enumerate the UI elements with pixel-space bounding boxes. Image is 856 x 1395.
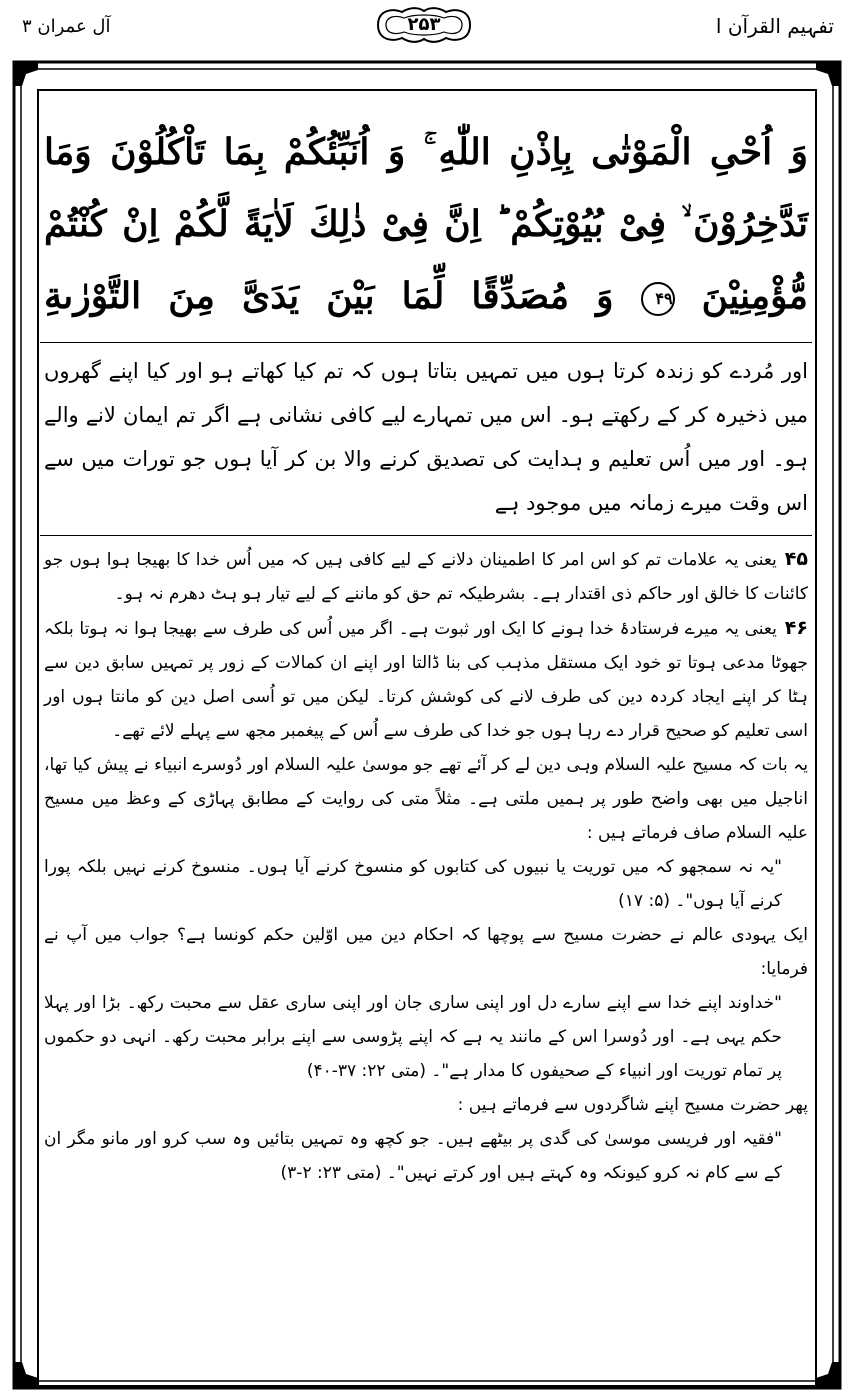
quran-verse-text-2: وَ مُصَدِّقًا لِّمَا بَیْنَ یَدَیَّ مِنَ التَّوْرٰىةِ bbox=[44, 275, 614, 317]
surah-label: آل عمران ۳ bbox=[22, 16, 111, 37]
footnote bbox=[44, 542, 808, 611]
quotation: "فقیہ اور فریسی موسیٰ کی گدی پر بیٹھے ہیں۔ جو کچھ وہ تمہیں بتائیں وہ سب کرو اور مانو مگر ان کے سے کام نہ کرو کیونکہ وہ کہتے ہیں اور کرتے نہیں"۔ (متی ۲۳: ۲-۳) bbox=[44, 1129, 782, 1183]
book-title: تفہیم القرآن ا bbox=[715, 14, 834, 38]
footnote-text: یعنی یہ میرے فرستادۂ خدا ہونے کا ایک اور ثبوت ہے۔ اگر میں اُس کی طرف سے بھیجا ہوا نہ ہوتا بلکہ جھوٹا مدعی ہوتا تو خود ایک مستقل مذہب کی بنا ڈالتا اور اپنے ان کمالات کے زور پر تمہیں سابق دین سے ہٹا کر اپنے ایجاد کردہ دین کی طرف لانے کی کوشش کرتا۔ لیکن میں تو اُسی اصل دین کو مانتا ہوں اور اسی تعلیم کو صحیح قرار دے رہا ہوں جو خدا کی طرف سے اُس کے پیغمبر مجھ سے پہلے لائے تھے۔ bbox=[44, 619, 808, 741]
page-content bbox=[40, 100, 812, 1388]
page-header bbox=[0, 0, 856, 58]
paragraph: پھر حضرت مسیح اپنے شاگردوں سے فرماتے ہیں : bbox=[457, 1095, 808, 1115]
quran-verse-block bbox=[40, 100, 812, 340]
quotation: "یہ نہ سمجھو کہ میں توریت یا نبیوں کی کتابوں کو منسوخ کرنے آیا ہوں۔ منسوخ کرنے نہیں بلکہ پورا کرنے آیا ہوں"۔ (۵: ۱۷) bbox=[44, 857, 782, 911]
footnote-number: ۴۵ bbox=[784, 548, 808, 570]
commentary bbox=[40, 538, 812, 1194]
urdu-translation: اور مُردے کو زندہ کرتا ہوں میں تمہیں بتاتا ہوں کہ تم کیا کھاتے ہو اور کیا اپنے گھروں میں ذخیرہ کر کے رکھتے ہو۔ اس میں تمہارے لیے کافی نشانی ہے اگر تم ایمان لانے والے ہو۔ اور میں اُس تعلیم و ہدایت کی تصدیق کرنے والا بن کر آیا ہوں جو تورات میں سے اس وقت میرے زمانہ میں موجود ہے bbox=[44, 359, 808, 515]
divider bbox=[40, 342, 812, 343]
footnote-text: یعنی یہ علامات تم کو اس امر کا اطمینان دلانے کے لیے کافی ہیں کہ میں اُس خدا کا بھیجا ہوا ہوں جو کائنات کا خالق اور حاکم ذی اقتدار ہے۔ بشرطیکہ تم حق کو ماننے کے لیے تیار ہو ہٹ دھرم نہ ہو۔ bbox=[44, 550, 808, 604]
divider bbox=[40, 535, 812, 536]
page-number: ۲۵۳ bbox=[407, 14, 441, 35]
verse-number-marker: ۴۹ bbox=[641, 282, 675, 316]
footnote-number: ۴۶ bbox=[784, 617, 808, 639]
footnote bbox=[44, 611, 808, 748]
quotation: "خداوند اپنے خدا سے اپنے سارے دل اور اپنی ساری جان اور اپنی ساری عقل سے محبت رکھ۔ بڑا اور پہلا حکم یہی ہے۔ اور دُوسرا اس کے مانند یہ ہے کہ اپنے پڑوسی سے اپنے برابر محبت رکھ۔ انہی دو حکموں پر تمام توریت اور انبیاء کے صحیفوں کا مدار ہے"۔ (متی ۲۲: ۳۷-۴۰) bbox=[44, 993, 782, 1081]
paragraph: یہ بات کہ مسیح علیہ السلام وہی دین لے کر آئے تھے جو موسیٰ علیہ السلام اور دُوسرے انبیاء نے پیش کیا تھا، اناجیل میں بھی واضح طور پر ہمیں ملتی ہے۔ مثلاً متی کی روایت کے مطابق پہاڑی کے وعظ میں مسیح علیہ السلام صاف فرماتے ہیں : bbox=[44, 755, 808, 843]
page-number-ornament bbox=[372, 6, 476, 44]
quran-verse-text: وَ اُحْیِ الْمَوْتٰی بِاِذْنِ اللّٰهِ ۚ وَ اُنَبِّئُكُمْ بِمَا تَاْكُلُوْنَ وَمَا تَدَّخِرُوْنَ ۙ فِیْ بُیُوْتِكُمْ ؕ اِنَّ فِیْ ذٰلِكَ لَاٰیَةً لَّكُمْ اِنْ كُنْتُمْ مُّؤْمِنِیْنَ bbox=[44, 131, 808, 317]
paragraph: ایک یہودی عالم نے حضرت مسیح سے پوچھا کہ احکام دین میں اوّلین حکم کونسا ہے؟ جواب میں آپ نے فرمایا: bbox=[44, 925, 808, 979]
